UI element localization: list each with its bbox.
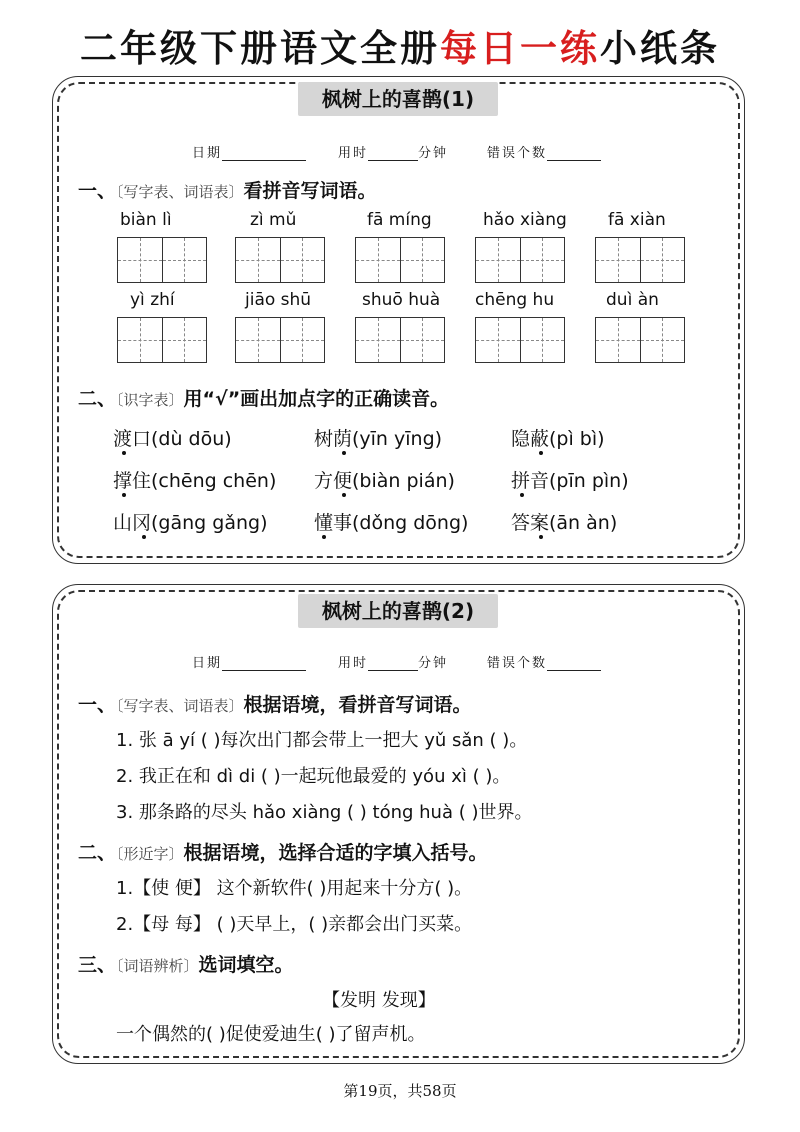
writing-grid[interactable] <box>475 317 565 363</box>
pinyin-label: fā míng <box>367 210 432 230</box>
fill-in-line[interactable]: 一个偶然的( )促使爱迪生( )了留声机。 <box>116 1024 426 1045</box>
emphasis-dot <box>520 493 524 497</box>
writing-grid[interactable] <box>355 237 445 283</box>
emphasis-dot <box>322 535 326 539</box>
card-2-title: 枫树上的喜鹊(2) <box>298 594 498 628</box>
emphasis-dot <box>539 451 543 455</box>
pinyin-label: yì zhí <box>130 290 175 310</box>
pinyin-label: fā xiàn <box>608 210 666 230</box>
errors-field: 错误个数 <box>487 142 601 161</box>
writing-grid[interactable] <box>235 237 325 283</box>
pinyin-label: hǎo xiàng <box>483 210 567 230</box>
section-2-heading: 二、〔形近字〕根据语境，选择合适的字填入括号。 <box>78 842 488 864</box>
reading-choice[interactable]: 渡口(dù dōu) <box>113 428 232 450</box>
fill-in-line[interactable]: 1. 张 ā yí ( )每次出门都会带上一把大 yǔ sǎn ( )。 <box>116 730 528 751</box>
pinyin-label: shuō huà <box>362 290 441 310</box>
date-field: 日期 <box>192 142 306 161</box>
writing-grid[interactable] <box>475 237 565 283</box>
writing-grid[interactable] <box>595 317 685 363</box>
pinyin-label: jiāo shū <box>245 290 312 310</box>
reading-choice[interactable]: 隐蔽(pì bì) <box>511 428 605 450</box>
emphasis-dot <box>142 535 146 539</box>
pinyin-label: biàn lì <box>120 210 172 230</box>
fill-in-line[interactable]: 3. 那条路的尽头 hǎo xiàng ( ) tóng huà ( )世界。 <box>116 802 533 823</box>
pinyin-label: zì mǔ <box>250 210 297 230</box>
reading-choice[interactable]: 山冈(gāng gǎng) <box>113 512 268 534</box>
emphasis-dot <box>539 535 543 539</box>
fill-in-line[interactable]: 2. 我正在和 dì di ( )一起玩他最爱的 yóu xì ( )。 <box>116 766 511 787</box>
writing-grid[interactable] <box>117 317 207 363</box>
date-field: 日期 <box>192 652 306 671</box>
time-field: 用时 分钟 <box>338 146 449 161</box>
reading-choice[interactable]: 方便(biàn pián) <box>314 470 455 492</box>
emphasis-dot <box>342 493 346 497</box>
reading-choice[interactable]: 答案(ān àn) <box>511 512 618 534</box>
page-title: 二年级下册语文全册每日一练小纸条 <box>80 27 720 70</box>
section-3-heading: 三、〔词语辨析〕选词填空。 <box>78 954 294 976</box>
reading-choice[interactable]: 撑住(chēng chēn) <box>113 470 277 492</box>
errors-field: 错误个数 <box>487 652 601 671</box>
page-number: 第19页，共58页 <box>343 1082 457 1100</box>
reading-choice[interactable]: 拼音(pīn pìn) <box>511 470 629 492</box>
pinyin-label: duì àn <box>606 290 659 310</box>
writing-grid[interactable] <box>235 317 325 363</box>
reading-choice[interactable]: 懂事(dǒng dōng) <box>314 512 469 534</box>
writing-grid[interactable] <box>117 237 207 283</box>
fill-in-line[interactable]: 1.【使 便】 这个新软件( )用起来十分方( )。 <box>116 878 473 899</box>
word-choices: 【发明 发现】 <box>322 990 436 1011</box>
emphasis-dot <box>122 451 126 455</box>
emphasis-dot <box>122 493 126 497</box>
section-2-heading: 二、〔识字表〕用“√”画出加点字的正确读音。 <box>78 388 450 410</box>
pinyin-label: chēng hu <box>475 290 555 310</box>
fill-in-line[interactable]: 2.【母 每】 ( )天早上，( )亲都会出门买菜。 <box>116 914 473 935</box>
writing-grid[interactable] <box>595 237 685 283</box>
section-1-heading: 一、〔写字表、词语表〕看拼音写词语。 <box>78 180 377 202</box>
time-field: 用时 分钟 <box>338 656 449 671</box>
reading-choice[interactable]: 树荫(yīn yīng) <box>314 428 443 450</box>
section-1-heading: 一、〔写字表、词语表〕根据语境，看拼音写词语。 <box>78 694 472 716</box>
writing-grid[interactable] <box>355 317 445 363</box>
emphasis-dot <box>342 451 346 455</box>
card-1-title: 枫树上的喜鹊(1) <box>298 82 498 116</box>
